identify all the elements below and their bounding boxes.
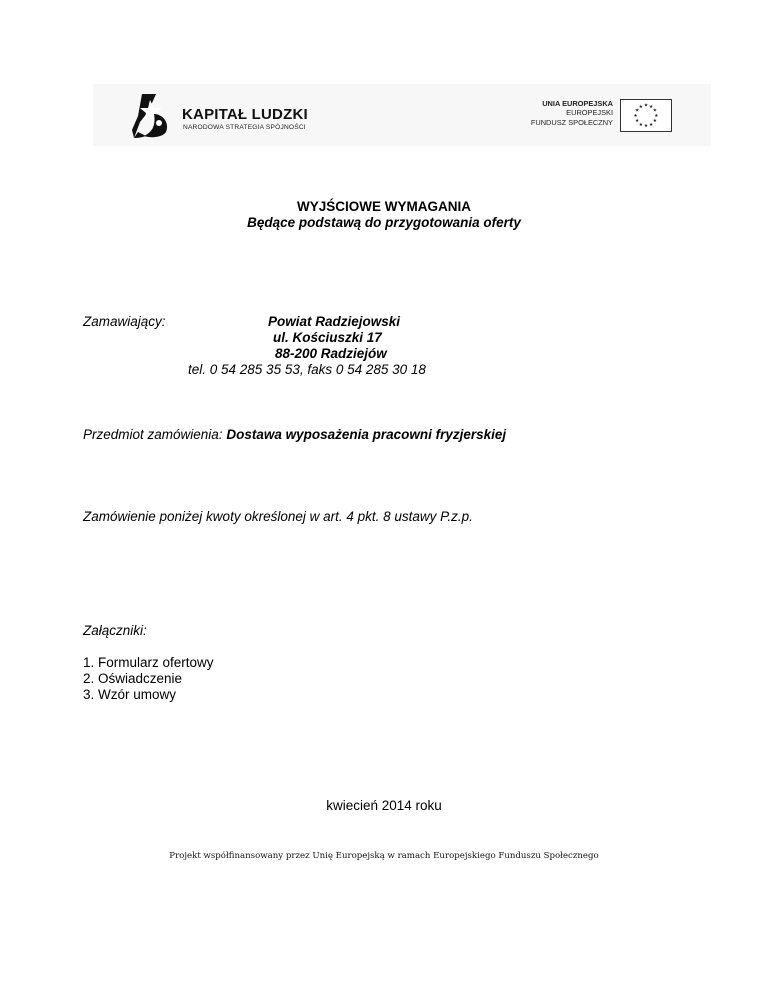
svg-text:★: ★ [634,119,640,125]
eu-line-2: EUROPEJSKI [566,108,613,118]
attachments-label: Załączniki: [83,623,147,638]
document-subtitle: Będące podstawą do przygotowania oferty [247,215,521,230]
svg-text:★: ★ [638,122,643,128]
footer-cofinancing-note: Projekt współfinansowany przez Unię Europejską w ramach Europejskiego Funduszu Społecznego [169,851,599,861]
attachment-item-3: 3. Wzór umowy [83,687,177,702]
subject-value: Dostawa wyposażenia pracowni fryzjerskiej [226,427,507,442]
document-date: kwiecień 2014 roku [326,798,442,813]
document-title: WYJŚCIOWE WYMAGANIA [297,199,471,214]
attachment-item-1: 1. Formularz ofertowy [83,655,214,670]
svg-text:★: ★ [649,104,654,110]
subject-line [83,427,506,442]
attachment-item-2: 2. Oświadczenie [83,671,183,686]
eu-flag-icon [620,99,672,132]
contracting-street: ul. Kościuszki 17 [273,330,382,345]
contracting-label: Zamawiający: [83,314,166,329]
svg-text:★: ★ [654,113,659,119]
svg-text:★: ★ [643,103,649,109]
threshold-note: Zamówienie poniżej kwoty określonej w art. 4 pkt. 8 ustawy P.z.p. [83,509,473,524]
eu-line-3: FUNDUSZ SPOŁECZNY [530,117,613,127]
svg-text:★: ★ [652,108,658,114]
svg-text:★: ★ [643,124,649,130]
svg-text:★: ★ [634,108,640,114]
svg-text:★: ★ [649,122,654,128]
kapital-ludzki-subtitle: NARODOWA STRATEGIA SPÓJNOŚCI [183,124,306,131]
kapital-ludzki-logo-icon [132,92,174,140]
eu-line-1: UNIA EUROPEJSKA [542,99,613,108]
contracting-city: 88-200 Radziejów [275,346,387,361]
contracting-phone: tel. 0 54 285 35 53, faks 0 54 285 30 18 [188,362,426,377]
subject-label: Przedmiot zamówienia: [83,427,223,442]
kapital-ludzki-title: KAPITAŁ LUDZKI [182,106,308,123]
contracting-name: Powiat Radziejowski [268,314,401,329]
svg-text:★: ★ [652,119,658,125]
eu-logo-text [531,99,613,127]
svg-text:★: ★ [638,104,643,110]
svg-text:★: ★ [633,113,638,119]
